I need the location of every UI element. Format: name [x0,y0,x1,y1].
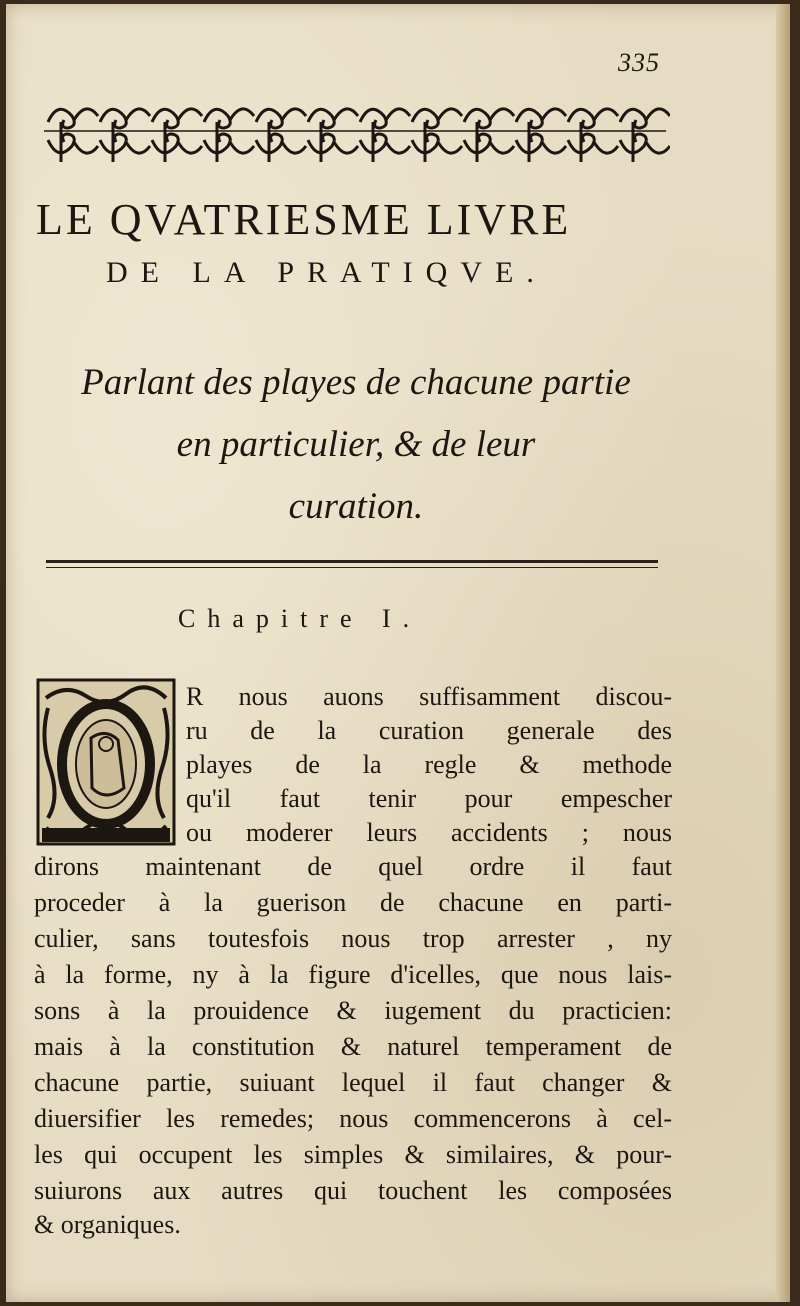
body-line: les qui occupent les simples & similaires, & pour- [34,1140,672,1169]
body-line: playes de la regle & methode [186,750,672,779]
divider-rule [46,560,658,563]
book-page [6,4,790,1302]
body-line: dirons maintenant de quel ordre il faut [34,852,672,881]
body-line: ru de la curation generale des [186,716,672,745]
body-line: & organiques. [34,1210,181,1239]
section-title-line: curation. [288,486,424,527]
body-line: qu'il faut tenir pour empescher [186,784,672,813]
book-subtitle: DE LA PRATIQVE. [106,256,547,289]
body-line: diuersifier les remedes; nous commencerons à cel- [34,1104,672,1133]
body-line: proceder à la guerison de chacune en parti- [34,888,672,917]
section-title-line: Parlant des playes de chacune partie [81,362,631,403]
initial-letter: O [105,840,107,841]
body-line: à la forme, ny à la figure d'icelles, que nous lais- [34,960,672,989]
body-line: mais à la constitution & naturel temperament de [34,1032,672,1061]
body-line: R nous auons suffisamment discou- [186,682,672,711]
decorated-initial [36,678,176,846]
section-title [36,352,676,538]
chapter-heading: Chapitre I. [178,604,422,633]
body-line: culier, sans toutesfois nous trop arrester , ny [34,924,672,953]
section-title-line: en particulier, & de leur [176,424,536,465]
book-title: LE QVATRIESME LIVRE [36,195,572,244]
page-number: 335 [618,48,660,77]
ornamental-border [40,92,670,170]
body-line: chacune partie, suiuant lequel il faut changer & [34,1068,672,1097]
divider-rule-thin [46,567,658,568]
body-line: sons à la prouidence & iugement du practicien: [34,996,672,1025]
body-line: suiurons aux autres qui touchent les composées [34,1176,672,1205]
body-line: ou moderer leurs accidents ; nous [186,818,672,847]
page-edge [776,4,790,1302]
